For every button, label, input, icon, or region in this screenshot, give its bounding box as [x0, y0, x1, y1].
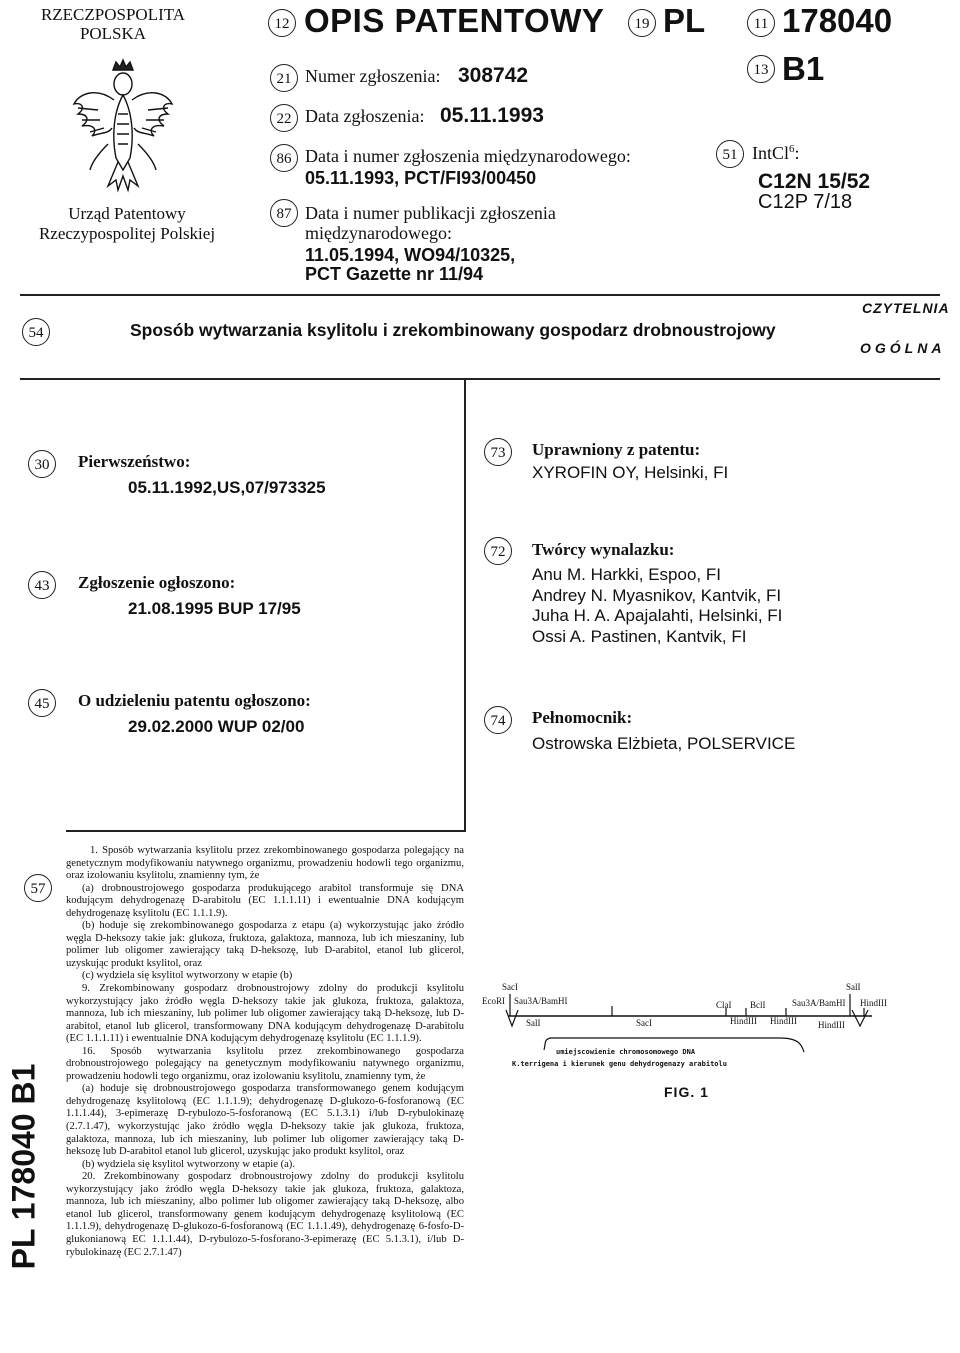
inid-code-30: 30 — [28, 450, 56, 478]
office-line-1: Urząd Patentowy — [68, 204, 186, 223]
inid-code-21: 21 — [270, 64, 298, 92]
filing-date-label: Data zgłoszenia: — [305, 106, 425, 126]
intl-publication-label-2: międzynarodowego: — [305, 223, 452, 243]
claim-paragraph: (b) hoduje się zrekombinowanego gospodarza z etapu (a) wykorzystując jako źródło węgla D-heksozy takie jak: glukoza, fruktoza, galaktoza, mannoza, lub ich mieszaniny, lub polimer lub oligomer zawierający taką D-heksozę, lub D-arabitol, etanol lub glicerol, uzyskując produkt ksylitol, oraz — [66, 920, 464, 969]
top-rule — [20, 294, 940, 296]
claims-text — [66, 845, 464, 1259]
claim-paragraph: 1. Sposób wytwarzania ksylitolu przez zrekombinowanego gospodarza polegający na genetycznym modyfikowaniu natywnego organizmu, prowadzeniu hodowli tego organizmu, oraz izolowaniu ksylitolu, znamienny tym, że — [66, 845, 464, 882]
office-line-2: Rzeczypospolitej Polskiej — [38, 224, 216, 243]
intcl-label — [752, 143, 800, 164]
priority-label: Pierwszeństwo: — [78, 452, 191, 471]
kind-code: B1 — [782, 50, 825, 87]
application-number: 308742 — [458, 64, 529, 87]
owner-label: Uprawniony z patentu: — [532, 440, 701, 459]
site-label-hindiii-3: HindIII — [818, 1020, 845, 1030]
column-divider — [464, 378, 466, 830]
filing-date: 05.11.1993 — [440, 104, 544, 127]
inid-code-51: 51 — [716, 140, 744, 168]
intcl-edition: 6 — [789, 143, 795, 155]
intcl-colon: : — [794, 143, 800, 163]
library-stamp-line-1: CZYTELNIA — [862, 300, 950, 316]
intcl-text: IntCl — [752, 143, 790, 163]
inid-code-57: 57 — [24, 874, 52, 902]
site-label-hindiii-1: HindIII — [730, 1016, 757, 1026]
patent-number: 178040 — [782, 2, 893, 39]
inventors-list — [532, 565, 782, 647]
inid-code-74: 74 — [484, 706, 512, 734]
inid-code-12: 12 — [268, 9, 296, 37]
claim-paragraph: (a) drobnoustrojowego gospodarza produkującego arabitol transformuje się DNA kodującym dehydrogenazę D-arabitolu (EC 1.1.1.11) i ewentualnie DNA kodującym dehydrogenazę ksylitolu (EC 1.1.1.9). — [66, 882, 464, 919]
priority-value: 05.11.1992,US,07/973325 — [128, 478, 326, 497]
inventor-item: Ossi A. Pastinen, Kantvik, FI — [532, 626, 747, 646]
classification-2: C12P 7/18 — [758, 191, 853, 213]
bottom-rule — [66, 830, 466, 832]
claim-paragraph: 9. Zrekombinowany gospodarz drobnoustrojowy zdolny do produkcji ksylitolu wykorzystujący jako źródło węgla D-heksozy takie jak glukoza, fruktoza, galaktoza, mannoza, lub ich mieszaniny, lub polimer lub oligomer zawierający taką D-heksozę, lub D-arabitol, etanol lub glicerol, transformowany DNA kodującym dehydrogenazę D-arabitolu (EC 1.1.1.11) i ewentualnie DNA kodującym dehydrogenazę ksylitolu (EC 1.1.1.9). — [66, 983, 464, 1045]
restriction-map-figure — [480, 980, 900, 1130]
claim-paragraph: (a) hoduje się drobnoustrojowego gospodarza transformowanego genem kodującym dehydrogenazę ksylitolową (EC 1.1.1.9); dehydrogenazę D-glukozo-6-fosforanową (EC 1.1.1.44), 3-epimerazę D-rybulozo-5-fosforanową (EC 5.1.3.1) i/lub D-rybulokinazę (2.7.1.47), wykorzystując jako źródło węgla D-heksozy takie jak glukoza, fruktoza, galaktoza, mannoza, lub ich mieszaniny, lub polimer lub oligomer zawierający taką D-heksozę lub D-arabitol etanol lub glicerol, uzyskując jako produkt ksylitol, oraz — [66, 1083, 464, 1158]
owner-value: XYROFIN OY, Helsinki, FI — [532, 463, 729, 482]
country-name — [28, 5, 198, 43]
intl-publication-value-2: PCT Gazette nr 11/94 — [305, 264, 484, 284]
inid-code-43: 43 — [28, 571, 56, 599]
inid-code-72: 72 — [484, 537, 512, 565]
application-number-label: Numer zgłoszenia: — [305, 66, 441, 86]
figure-caption-line-1: umiejscowienie chromosomowego DNA — [556, 1048, 696, 1056]
inid-code-54: 54 — [22, 318, 50, 346]
country-line-2: POLSKA — [79, 24, 147, 43]
intl-publication-value-1: 11.05.1994, WO94/10325, — [305, 245, 516, 265]
invention-title: Sposób wytwarzania ksylitolu i zrekombinowany gospodarz drobnoustrojowy — [130, 320, 776, 340]
inid-code-11: 11 — [747, 9, 775, 37]
site-label-hindiii-top: HindIII — [860, 998, 887, 1008]
classification-1: C12N 15/52 — [758, 170, 871, 193]
patent-office-name — [20, 204, 234, 244]
attorney-value: Ostrowska Elżbieta, POLSERVICE — [532, 734, 796, 753]
library-stamp-line-2: OGÓLNA — [860, 340, 946, 356]
site-label-sau-bam-left: Sau3A/BamHI — [514, 996, 568, 1006]
title-rule — [20, 378, 940, 380]
polish-eagle-emblem — [68, 58, 178, 198]
inid-code-73: 73 — [484, 438, 512, 466]
claim-paragraph: (b) wydziela się ksylitol wytworzony w etapie (a). — [82, 1158, 295, 1170]
inid-code-13: 13 — [747, 55, 775, 83]
inid-code-87: 87 — [270, 199, 298, 227]
attorney-label: Pełnomocnik: — [532, 708, 633, 727]
site-label-sali-left: SalI — [526, 1018, 541, 1028]
intl-publication-label-1: Data i numer publikacji zgłoszenia — [305, 203, 556, 223]
site-label-hindiii-2: HindIII — [770, 1016, 797, 1026]
grant-label: O udzieleniu patentu ogłoszono: — [78, 691, 311, 710]
inid-code-45: 45 — [28, 689, 56, 717]
left-bracket — [506, 1010, 518, 1026]
claim-paragraph: 20. Zrekombinowany gospodarz drobnoustrojowy zdolny do produkcji ksylitolu wykorzystujący jako źródło węgla D-heksozy takie jak glukoza, fruktoza, galaktoza, mannoza, lub ich mieszaniny, albo polimer lub oligomer zawierający taką D-heksozę, albo etanol lub glicerol, transformowany genem kodującym dehydrogenazę ksylitolową (EC 1.1.1.9), dehydrogenazę D-glukozo-6-fosforanową (EC 1.1.1.49), dehydrogenazę 6-fosfo-D-glukonianową EC 1.1.1.44), D-rybulozo-5-fosforano-3-epimerazę (EC 5.1.3.1), i/lub D-rybulokinazę (EC 2.7.1.47) — [66, 1171, 464, 1258]
eagle-icon — [68, 58, 178, 198]
inid-code-86: 86 — [270, 144, 298, 172]
inid-code-22: 22 — [270, 104, 298, 132]
inventors-label: Twórcy wynalazku: — [532, 540, 675, 559]
site-label-bcli: BclI — [750, 1000, 766, 1010]
country-line-1: RZECZPOSPOLITA — [40, 5, 186, 24]
figure-label: FIG. 1 — [664, 1084, 709, 1100]
country-code: PL — [663, 2, 706, 39]
site-label-saci-mid: SacI — [636, 1018, 652, 1028]
site-label-ecori: EcoRI — [482, 996, 505, 1006]
site-label-saci-left: SacI — [502, 982, 518, 992]
vertical-patent-label: PL 178040 B1 — [5, 1063, 42, 1270]
grant-value: 29.02.2000 WUP 02/00 — [128, 717, 305, 736]
right-bracket — [852, 1010, 868, 1026]
publication-label: Zgłoszenie ogłoszono: — [78, 573, 236, 592]
intl-application-value: 05.11.1993, PCT/FI93/00450 — [305, 168, 537, 188]
document-title: OPIS PATENTOWY — [304, 2, 605, 39]
inventor-item: Anu M. Harkki, Espoo, FI — [532, 565, 721, 584]
intl-application-label: Data i numer zgłoszenia międzynarodowego: — [305, 146, 631, 166]
figure-caption-line-2: K.terrigena i kierunek genu dehydrogenazy arabitolu — [512, 1060, 727, 1068]
inventor-item: Juha H. A. Apajalahti, Helsinki, FI — [532, 606, 783, 625]
site-label-clai: ClaI — [716, 1000, 732, 1010]
publication-value: 21.08.1995 BUP 17/95 — [128, 599, 301, 618]
inid-code-19: 19 — [628, 9, 656, 37]
site-label-sali-right: SalI — [846, 982, 861, 992]
inventor-item: Andrey N. Myasnikov, Kantvik, FI — [532, 585, 782, 605]
site-label-sau-bam-right: Sau3A/BamHI — [792, 998, 846, 1008]
claim-paragraph: 16. Sposób wytwarzania ksylitolu przez zrekombinowanego gospodarza drobnoustrojowego polegający na genetycznym modyfikowaniu natywnego organizmu, prowadzeniu hodowli tego organizmu, oraz izolowaniu ksylitolu, znamienny tym, że — [66, 1045, 464, 1082]
claim-paragraph: (c) wydziela się ksylitol wytworzony w etapie (b) — [82, 970, 293, 982]
